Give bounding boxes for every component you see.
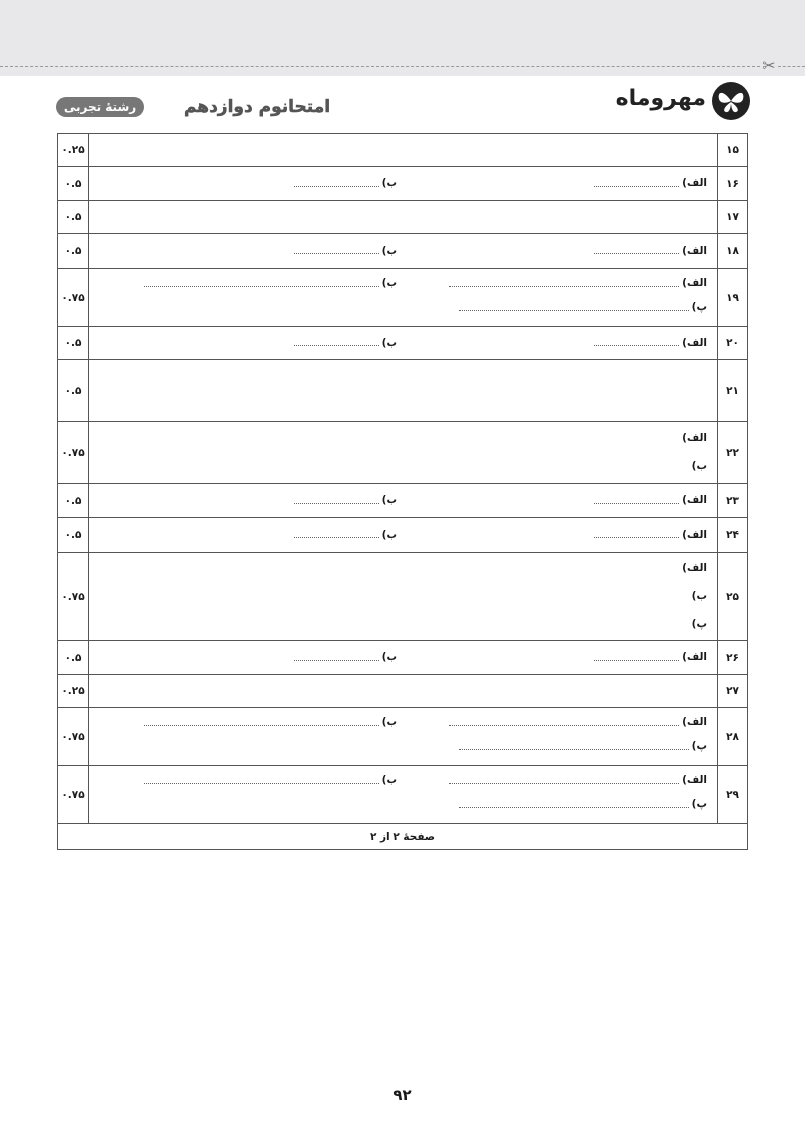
- table-row: [58, 201, 748, 234]
- score-value: ۰.۵: [58, 360, 89, 422]
- cut-line: [0, 66, 760, 67]
- page-number: ۹۲: [393, 1086, 412, 1104]
- answer-label-text: ب): [381, 528, 397, 541]
- question-number: ۲۶: [718, 641, 748, 675]
- answer-label: [144, 774, 397, 786]
- answer-label: [144, 277, 397, 289]
- answer-label: [692, 460, 707, 472]
- question-number: ۲۳: [718, 484, 748, 518]
- question-number: ۱۶: [718, 167, 748, 201]
- brand-name: مهروماه: [615, 86, 706, 111]
- answer-blank[interactable]: [144, 777, 379, 784]
- answer-area[interactable]: [89, 553, 718, 641]
- answer-blank[interactable]: [594, 654, 679, 661]
- answer-area[interactable]: [89, 675, 718, 708]
- answer-label: [594, 177, 707, 189]
- answer-label: [449, 277, 707, 289]
- answer-area[interactable]: [89, 201, 718, 234]
- table-footer-row: [58, 824, 748, 850]
- question-number: ۲۰: [718, 327, 748, 360]
- answer-label: [594, 494, 707, 506]
- answer-area[interactable]: [89, 422, 718, 484]
- question-number: ۱۸: [718, 234, 748, 269]
- answer-label: [594, 337, 707, 349]
- score-value: ۰.۵: [58, 201, 89, 234]
- answer-blank[interactable]: [294, 180, 379, 187]
- answer-label-text: ب): [381, 716, 397, 728]
- answer-label-text: پ): [691, 798, 707, 810]
- table-row: [58, 518, 748, 553]
- question-number: ۱۷: [718, 201, 748, 234]
- question-number: ۱۵: [718, 134, 748, 167]
- answer-area[interactable]: [89, 360, 718, 422]
- question-number: ۲۹: [718, 766, 748, 824]
- answer-blank[interactable]: [294, 247, 379, 254]
- answer-area[interactable]: [89, 484, 718, 518]
- answer-label: [594, 529, 707, 541]
- answer-blank[interactable]: [294, 497, 379, 504]
- answer-blank[interactable]: [594, 247, 679, 254]
- answer-label: [294, 529, 397, 541]
- answer-label: [594, 245, 707, 257]
- table-row: [58, 134, 748, 167]
- answer-blank[interactable]: [459, 304, 689, 311]
- score-value: ۰.۵: [58, 518, 89, 553]
- answer-label: [294, 337, 397, 349]
- answer-label-text: الف): [682, 277, 707, 289]
- table-row: [58, 269, 748, 327]
- answer-label: [459, 798, 707, 810]
- answer-label-text: ب): [381, 336, 397, 349]
- question-number: ۲۷: [718, 675, 748, 708]
- score-value: ۰.۷۵: [58, 422, 89, 484]
- answer-label: [449, 716, 707, 728]
- answer-label-text: ب): [381, 177, 397, 189]
- table-row: [58, 234, 748, 269]
- answer-label: [682, 432, 707, 444]
- answer-label: [459, 301, 707, 313]
- question-number: ۲۵: [718, 553, 748, 641]
- answer-label-text: الف): [682, 244, 707, 257]
- answer-blank[interactable]: [594, 339, 679, 346]
- answer-blank[interactable]: [294, 531, 379, 538]
- score-value: ۰.۵: [58, 484, 89, 518]
- score-value: ۰.۲۵: [58, 675, 89, 708]
- answer-area[interactable]: [89, 641, 718, 675]
- score-value: ۰.۵: [58, 327, 89, 360]
- answer-label-text: ب): [381, 244, 397, 257]
- score-value: ۰.۷۵: [58, 766, 89, 824]
- answer-label-text: الف): [682, 774, 707, 786]
- answer-label-text: الف): [682, 336, 707, 349]
- answer-label: [449, 774, 707, 786]
- answer-blank[interactable]: [594, 497, 679, 504]
- answer-label-text: الف): [682, 562, 707, 574]
- answer-label-text: الف): [682, 651, 707, 663]
- answer-area[interactable]: [89, 708, 718, 766]
- answer-label: [294, 494, 397, 506]
- score-value: ۰.۵: [58, 641, 89, 675]
- answer-label: [459, 740, 707, 752]
- table-row: [58, 766, 748, 824]
- answer-area[interactable]: [89, 766, 718, 824]
- butterfly-icon: [712, 82, 750, 120]
- answer-area[interactable]: [89, 167, 718, 201]
- score-value: ۰.۷۵: [58, 269, 89, 327]
- answer-sheet-table: [57, 133, 748, 850]
- score-value: ۰.۷۵: [58, 708, 89, 766]
- answer-blank[interactable]: [459, 801, 689, 808]
- answer-blank[interactable]: [144, 280, 379, 287]
- answer-blank[interactable]: [594, 180, 679, 187]
- score-value: ۰.۲۵: [58, 134, 89, 167]
- table-row: [58, 708, 748, 766]
- answer-blank[interactable]: [449, 719, 679, 726]
- cut-line-end: [778, 66, 805, 67]
- page-label: صفحهٔ ۲ از ۲: [58, 824, 748, 850]
- answer-area[interactable]: [89, 269, 718, 327]
- answer-area[interactable]: [89, 518, 718, 553]
- answer-blank[interactable]: [449, 280, 679, 287]
- table-row: [58, 360, 748, 422]
- answer-blank[interactable]: [294, 339, 379, 346]
- answer-label-text: ب): [691, 590, 707, 602]
- answer-label: [294, 177, 397, 189]
- stream-badge: رشتهٔ تجربی: [56, 97, 144, 117]
- answer-area[interactable]: [89, 327, 718, 360]
- question-number: ۱۹: [718, 269, 748, 327]
- score-value: ۰.۵: [58, 167, 89, 201]
- answer-label-text: پ): [691, 740, 707, 752]
- answer-label: [294, 651, 397, 663]
- question-number: ۲۸: [718, 708, 748, 766]
- answer-label-text: الف): [682, 177, 707, 189]
- scissors-icon: ✂: [762, 56, 776, 75]
- score-value: ۰.۵: [58, 234, 89, 269]
- answer-label: [294, 245, 397, 257]
- table-row: [58, 422, 748, 484]
- brand-logo: [615, 82, 750, 120]
- answer-blank[interactable]: [459, 743, 689, 750]
- table-row: [58, 484, 748, 518]
- answer-label-text: الف): [682, 716, 707, 728]
- answer-blank[interactable]: [294, 654, 379, 661]
- table-row: [58, 641, 748, 675]
- answer-blank[interactable]: [144, 719, 379, 726]
- answer-label-text: ب): [381, 494, 397, 506]
- question-number: ۲۲: [718, 422, 748, 484]
- table-row: [58, 553, 748, 641]
- answer-label: [692, 618, 707, 630]
- answer-label-text: ب): [381, 651, 397, 663]
- answer-label: [692, 590, 707, 602]
- score-value: ۰.۷۵: [58, 553, 89, 641]
- answer-label-text: ب): [381, 277, 397, 289]
- top-band: [0, 0, 805, 76]
- table-row: [58, 327, 748, 360]
- answer-label-text: پ): [691, 618, 707, 630]
- answer-label-text: الف): [682, 432, 707, 444]
- question-number: ۲۴: [718, 518, 748, 553]
- answer-label: [594, 651, 707, 663]
- answer-blank[interactable]: [594, 531, 679, 538]
- answer-area[interactable]: [89, 134, 718, 167]
- answer-label-text: الف): [682, 494, 707, 506]
- answer-label: [144, 716, 397, 728]
- answer-label-text: ب): [691, 460, 707, 472]
- table-row: [58, 675, 748, 708]
- answer-label-text: پ): [691, 301, 707, 313]
- exam-title: امتحانوم دوازدهم: [183, 97, 331, 117]
- table-row: [58, 167, 748, 201]
- answer-label-text: ب): [381, 774, 397, 786]
- answer-area[interactable]: [89, 234, 718, 269]
- answer-label-text: الف): [682, 528, 707, 541]
- answer-blank[interactable]: [449, 777, 679, 784]
- question-number: ۲۱: [718, 360, 748, 422]
- answer-label: [682, 562, 707, 574]
